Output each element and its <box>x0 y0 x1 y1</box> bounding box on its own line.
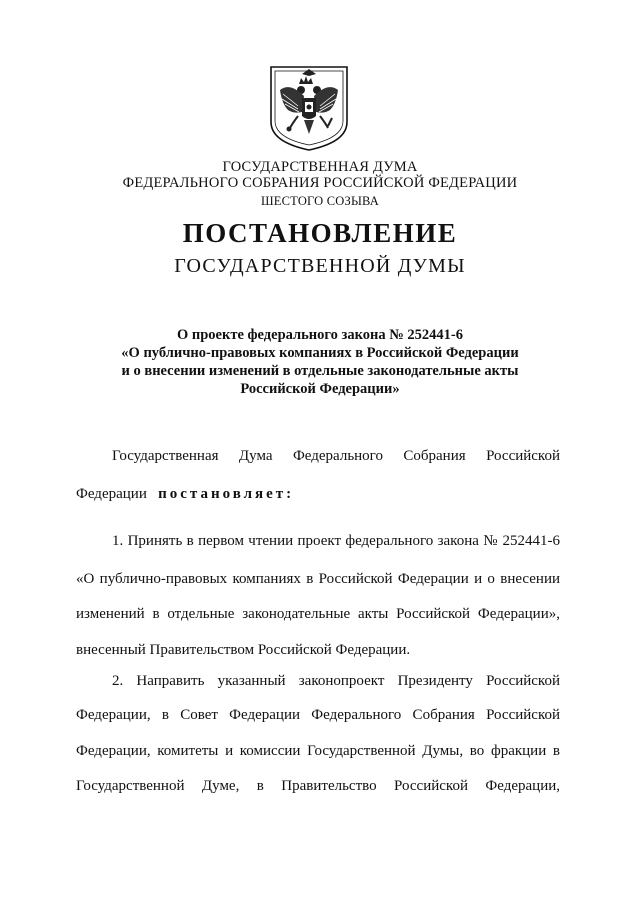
paragraph-line: Государственной Думе, в Правительство Российской Федерации, <box>76 778 560 794</box>
paragraph-line: «О публично-правовых компаниях в Российской Федерации и о внесении <box>76 571 560 587</box>
document-title: ПОСТАНОВЛЕНИЕ <box>182 218 458 248</box>
preamble-subject: Федерации <box>76 486 147 502</box>
subject-line: Российской Федерации» <box>240 381 400 397</box>
document-subtitle: ГОСУДАРСТВЕННОЙ ДУМЫ <box>174 255 466 277</box>
chamber-name: ГОСУДАРСТВЕННАЯ ДУМА <box>222 159 418 175</box>
paragraph-line: 2. Направить указанный законопроект Президенту Российской <box>112 673 560 689</box>
subject-line: «О публично-правовых компаниях в Российской Федерации <box>121 345 519 361</box>
paragraph-line: внесенный Правительством Российской Федерации. <box>76 642 411 658</box>
paragraph-line: Федерации, в Совет Федерации Федерального Собрания Российской <box>76 707 560 723</box>
paragraph-line: изменений в отдельные законодательные акты Российской Федерации», <box>76 606 560 622</box>
paragraph-line: Федерации, комитеты и комиссии Государственной Думы, во фракции в <box>76 743 560 759</box>
convocation: ШЕСТОГО СОЗЫВА <box>260 194 380 208</box>
assembly-name: ФЕДЕРАЛЬНОГО СОБРАНИЯ РОССИЙСКОЙ ФЕДЕРАЦИИ <box>122 175 518 191</box>
preamble-line <box>76 485 294 503</box>
subject-line: и о внесении изменений в отдельные законодательные акты <box>121 363 519 379</box>
resolution-verb: постановляет: <box>158 486 295 502</box>
subject-line: О проекте федерального закона № 252441-6 <box>176 327 464 343</box>
preamble-line: Государственная Дума Федерального Собрания Российской <box>112 448 560 464</box>
coat-of-arms-emblem <box>268 64 350 152</box>
paragraph-line: 1. Принять в первом чтении проект федерального закона № 252441-6 <box>112 533 560 549</box>
